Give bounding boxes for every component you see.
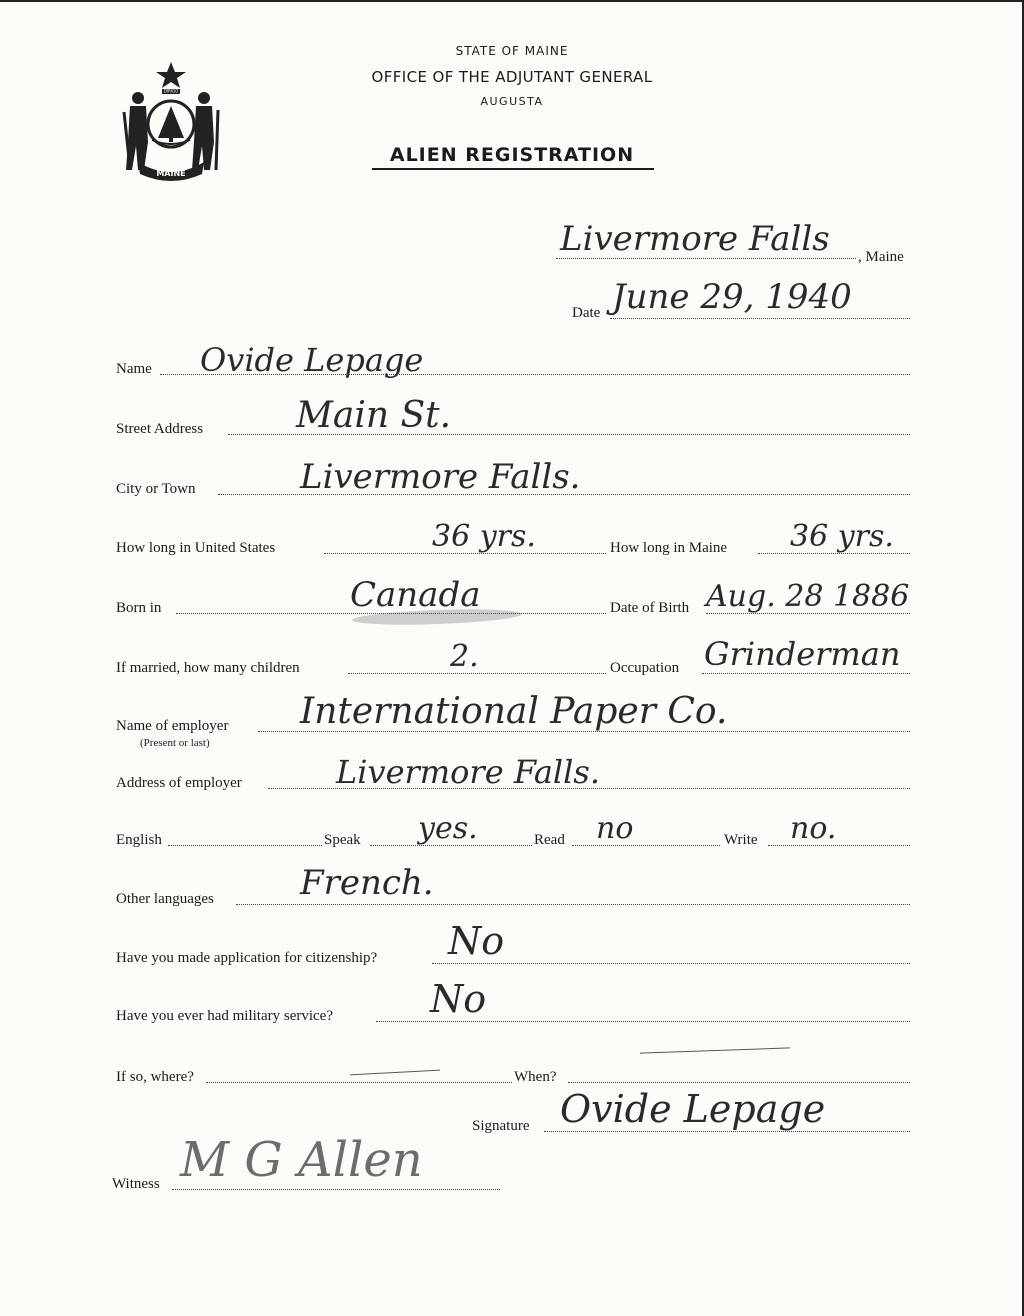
english-label: English	[116, 832, 162, 848]
married-children-line	[348, 673, 606, 674]
how-long-maine-label: How long in Maine	[610, 540, 728, 556]
how-long-maine-value: 36 yrs.	[790, 519, 894, 554]
born-in-value: Canada	[350, 575, 481, 615]
speak-value: yes.	[418, 811, 478, 846]
header-office: OFFICE OF THE ADJUTANT GENERAL	[371, 68, 653, 86]
write-label: Write	[724, 832, 758, 848]
witness-line	[172, 1189, 500, 1190]
english-line	[168, 845, 322, 846]
town-value: Livermore Falls	[560, 219, 830, 259]
signature-line	[544, 1131, 910, 1132]
citizenship-line	[432, 963, 910, 964]
date-value: June 29, 1940	[612, 277, 852, 317]
signature-value: Ovide Lepage	[560, 1087, 826, 1131]
name-label: Name	[116, 361, 152, 377]
read-label: Read	[534, 832, 565, 848]
form-title: ALIEN REGISTRATION	[389, 144, 635, 166]
born-in-label: Born in	[116, 600, 162, 616]
when-line	[568, 1082, 910, 1083]
if-so-where-line	[206, 1082, 512, 1083]
date-of-birth-value: Aug. 28 1886	[706, 579, 910, 614]
employer-address-line	[268, 788, 910, 789]
write-line	[768, 845, 910, 846]
when-dash	[640, 1047, 790, 1053]
other-languages-value: French.	[300, 863, 434, 903]
read-line	[572, 845, 720, 846]
military-line	[376, 1021, 910, 1022]
date-label: Date	[572, 305, 601, 321]
date-of-birth-line	[706, 613, 910, 614]
signature-label: Signature	[472, 1118, 530, 1134]
city-or-town-label: City or Town	[116, 481, 196, 497]
svg-text:DIRIGO: DIRIGO	[163, 88, 179, 94]
occupation-value: Grinderman	[704, 635, 901, 673]
city-or-town-line	[218, 494, 910, 495]
occupation-line	[702, 673, 910, 674]
how-long-us-label: How long in United States	[116, 540, 276, 556]
children-value: 2.	[450, 639, 479, 674]
employer-name-value: International Paper Co.	[300, 691, 728, 732]
name-value: Ovide Lepage	[200, 341, 424, 379]
seal-banner-text	[156, 169, 185, 178]
scan-edge-top	[0, 0, 1024, 2]
maine-label: , Maine	[858, 249, 904, 265]
svg-text:MAINE: MAINE	[156, 169, 186, 178]
how-long-us-value: 36 yrs.	[432, 519, 536, 554]
seal-motto-text	[164, 89, 178, 94]
date-line	[610, 318, 910, 319]
witness-value: M G Allen	[180, 1132, 423, 1188]
city-or-town-value: Livermore Falls.	[300, 457, 581, 497]
military-value: No	[430, 977, 487, 1021]
if-so-where-label: If so, where?	[116, 1069, 194, 1085]
name-line	[160, 374, 910, 375]
where-dash	[350, 1070, 440, 1076]
occupation-label: Occupation	[610, 660, 680, 676]
write-value: no.	[790, 811, 837, 846]
title-underline	[372, 168, 654, 170]
read-value: no	[596, 811, 634, 846]
street-address-label: Street Address	[116, 421, 204, 437]
citizenship-label: Have you made application for citizenship?	[116, 950, 378, 966]
town-line	[556, 258, 856, 259]
military-label: Have you ever had military service?	[116, 1008, 333, 1024]
when-label: When?	[514, 1069, 557, 1085]
citizenship-value: No	[448, 919, 505, 963]
born-in-line	[176, 613, 606, 614]
employer-address-value: Livermore Falls.	[336, 753, 600, 791]
street-address-value: Main St.	[296, 395, 452, 436]
speak-line	[370, 845, 532, 846]
employer-note-label: (Present or last)	[140, 737, 210, 749]
date-of-birth-label: Date of Birth	[610, 600, 690, 616]
other-languages-line	[236, 904, 910, 905]
married-children-label: If married, how many children	[116, 660, 300, 676]
employer-name-label: Name of employer	[116, 718, 229, 734]
speak-label: Speak	[324, 832, 361, 848]
employer-name-line	[258, 731, 910, 732]
header-city: AUGUSTA	[480, 95, 544, 108]
how-long-us-line	[324, 553, 606, 554]
other-languages-label: Other languages	[116, 891, 214, 907]
street-address-line	[228, 434, 910, 435]
witness-label: Witness	[112, 1176, 160, 1192]
employer-address-label: Address of employer	[116, 775, 242, 791]
how-long-maine-line	[758, 553, 910, 554]
header-state: STATE OF MAINE	[455, 44, 569, 58]
